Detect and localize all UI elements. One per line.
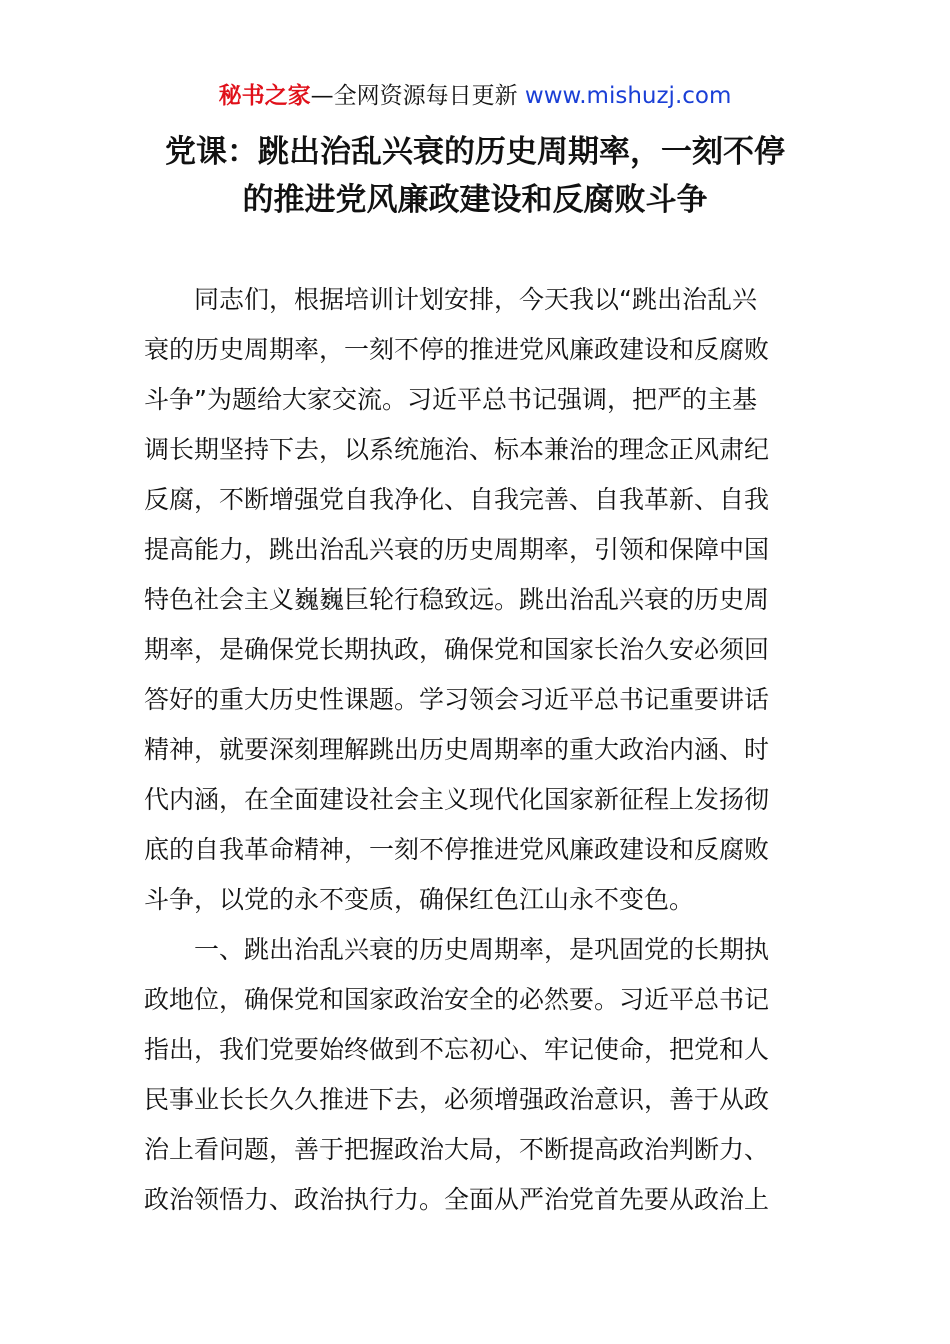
body-line: 斗争”为题给大家交流。习近平总书记强调，把严的主基 <box>144 385 757 414</box>
body-line: 同志们，根据培训计划安排，今天我以“跳出治乱兴 <box>144 285 757 314</box>
body-line: 指出，我们党要始终做到不忘初心、牢记使命，把党和人 <box>144 1035 770 1064</box>
body-line: 特色社会主义巍巍巨轮行稳致远。跳出治乱兴衰的历史周 <box>144 585 770 614</box>
site-header <box>0 80 950 112</box>
body-line: 底的自我革命精神，一刻不停推进党风廉政建设和反腐败 <box>144 835 770 864</box>
title-line-2: 的推进党风廉政建设和反腐败斗争 <box>242 182 708 218</box>
body-line: 斗争，以党的永不变质，确保红色江山永不变色。 <box>144 885 695 914</box>
body-line: 治上看问题，善于把握政治大局，不断提高政治判断力、 <box>144 1135 770 1164</box>
document-body <box>144 275 814 1225</box>
body-line: 精神，就要深刻理解跳出历史周期率的重大政治内涵、时 <box>144 735 770 764</box>
body-line: 提高能力，跳出治乱兴衰的历史周期率，引领和保障中国 <box>144 535 770 564</box>
body-line: 代内涵，在全面建设社会主义现代化国家新征程上发扬彻 <box>144 785 770 814</box>
body-line: 政地位，确保党和国家政治安全的必然要。习近平总书记 <box>144 985 770 1014</box>
body-line: 民事业长长久久推进下去，必须增强政治意识，善于从政 <box>144 1085 770 1114</box>
body-line: 政治领悟力、政治执行力。全面从严治党首先要从政治上 <box>144 1185 770 1214</box>
header-tagline: —全网资源每日更新 <box>310 83 518 109</box>
body-line: 期率，是确保党长期执政，确保党和国家长治久安必须回 <box>144 635 770 664</box>
body-line: 调长期坚持下去，以系统施治、标本兼治的理念正风肃纪 <box>144 435 770 464</box>
document-title <box>100 128 850 224</box>
body-line: 反腐，不断增强党自我净化、自我完善、自我革新、自我 <box>144 485 770 514</box>
brand-name: 秘书之家 <box>218 83 311 109</box>
body-line: 衰的历史周期率，一刻不停的推进党风廉政建设和反腐败 <box>144 335 770 364</box>
site-url[interactable]: www.mishuzj.com <box>517 83 732 109</box>
body-line: 一、跳出治乱兴衰的历史周期率，是巩固党的长期执 <box>144 935 770 964</box>
body-line: 答好的重大历史性课题。学习领会习近平总书记重要讲话 <box>144 685 770 714</box>
title-line-1: 党课：跳出治乱兴衰的历史周期率，一刻不停 <box>165 134 785 170</box>
